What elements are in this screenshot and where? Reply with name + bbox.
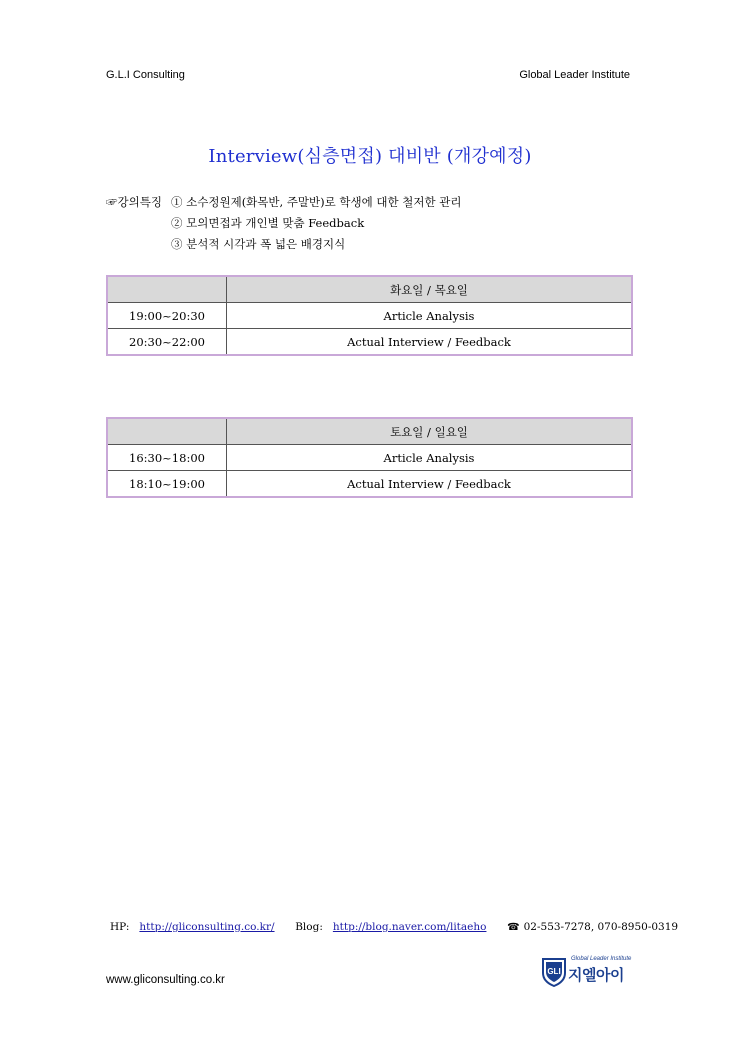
content-cell: Article Analysis	[227, 445, 633, 471]
telephone-icon: ☎	[507, 922, 520, 933]
content-cell: Actual Interview / Feedback	[227, 329, 633, 356]
table-header-row	[107, 276, 632, 303]
time-cell: 20:30~22:00	[107, 329, 227, 356]
header-day-cell: 화요일 / 목요일	[227, 276, 633, 303]
blog-link[interactable]: http://blog.naver.com/litaeho	[332, 921, 487, 933]
website-url: www.gliconsulting.co.kr	[106, 974, 225, 986]
feature-item-3: ③ 분석적 시각과 폭 넓은 배경지식	[171, 237, 346, 251]
table-header-row	[107, 418, 632, 445]
header-left: G.L.I Consulting	[106, 69, 185, 81]
feature-item-2: ② 모의면접과 개인별 맞춤 Feedback	[171, 216, 365, 230]
table-row	[107, 303, 632, 329]
logo-name: 지엘아이	[568, 966, 624, 984]
header-right: Global Leader Institute	[519, 69, 630, 81]
weekday-schedule-table	[106, 275, 633, 356]
blog-label: Blog:	[295, 921, 323, 933]
time-cell: 18:10~19:00	[107, 471, 227, 498]
content-cell: Article Analysis	[227, 303, 633, 329]
page-title: Interview(심층면접) 대비반 (개강예정)	[208, 146, 532, 167]
features-block	[106, 192, 461, 255]
tel-number: 02-553-7278, 070-8950-0319	[523, 921, 679, 933]
logo-tagline: Global Leader Institute	[571, 956, 632, 962]
header-blank-cell	[107, 276, 227, 303]
time-cell: 16:30~18:00	[107, 445, 227, 471]
footer-links	[110, 921, 678, 933]
hp-label: HP:	[110, 921, 130, 933]
content-cell: Actual Interview / Feedback	[227, 471, 633, 498]
shield-emblem-icon	[541, 957, 567, 987]
table-row	[107, 471, 632, 498]
time-cell: 19:00~20:30	[107, 303, 227, 329]
features-label: ☞강의특징	[106, 195, 162, 209]
weekend-schedule-table	[106, 417, 633, 498]
header-day-cell: 토요일 / 일요일	[227, 418, 633, 445]
hp-link[interactable]: http://gliconsulting.co.kr/	[139, 921, 275, 933]
gli-logo	[541, 954, 631, 990]
table-row	[107, 329, 632, 356]
emblem-text: GLI	[547, 967, 561, 976]
table-row	[107, 445, 632, 471]
header-blank-cell	[107, 418, 227, 445]
feature-item-1: ① 소수정원제(화목반, 주말반)로 학생에 대한 철저한 관리	[171, 195, 462, 209]
